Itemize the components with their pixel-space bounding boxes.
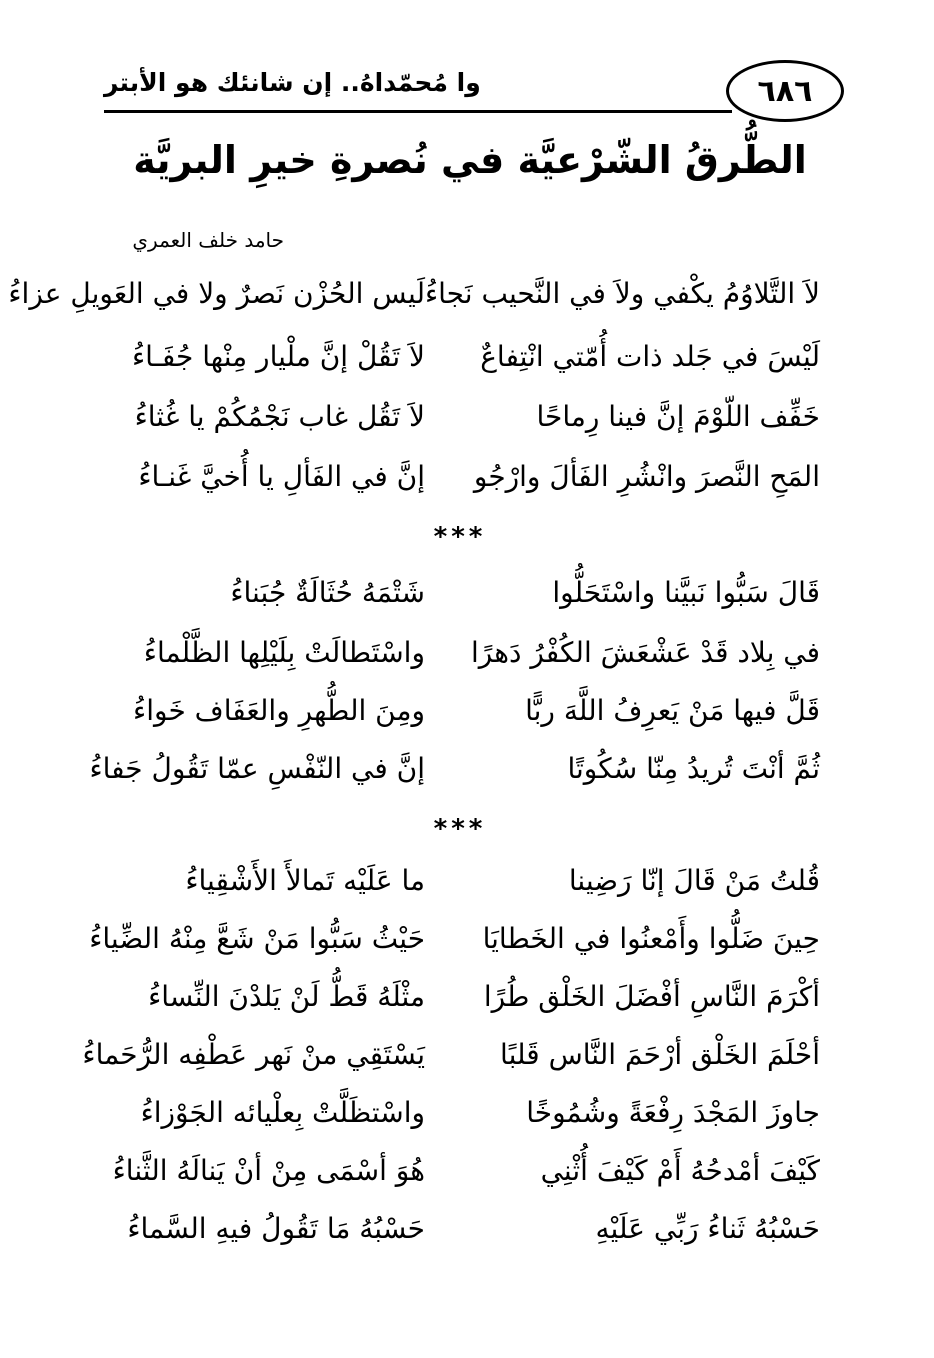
verse-line bbox=[80, 1096, 850, 1146]
verse-second-hemistich: هُوَ أسْمَى مِنْ أنْ يَنالَهُ الثَّناءُ bbox=[112, 1154, 425, 1187]
verse-line bbox=[80, 922, 850, 972]
verse-first-hemistich: قَالَ سَبُّوا نَبيَّنا واسْتَحَلُّوا bbox=[552, 576, 820, 609]
verse-first-hemistich: المَحِ النَّصرَ وانْشُرِ الفَألَ وارْجُو bbox=[473, 460, 820, 493]
verse-line bbox=[80, 1038, 850, 1088]
verse-first-hemistich: حِينَ ضَلُّوا وأَمْعنُوا في الخَطايَا bbox=[482, 922, 820, 955]
verse-line bbox=[80, 1212, 850, 1262]
verse-second-hemistich: لاَ تَقُلْ إنَّ ملْيار مِنْها جُفَـاءُ bbox=[131, 340, 425, 373]
verse-line bbox=[80, 400, 850, 450]
verse-first-hemistich: أحْلَمَ الخَلْق أرْحَمَ النَّاس قَلبًا bbox=[500, 1038, 820, 1071]
page-header bbox=[104, 52, 844, 124]
verse-second-hemistich: حَسْبُهُ مَا تَقُولُ فيهِ السَّماءُ bbox=[127, 1212, 425, 1245]
verse-second-hemistich: لَيس الحُزْن نَصرٌ ولا في العَويلِ عزاءُ bbox=[8, 277, 425, 310]
stanza-separator: *** bbox=[433, 814, 487, 844]
verse-first-hemistich: ثُمَّ أنْتَ تُريدُ مِنّا سُكُوتًا bbox=[567, 752, 820, 785]
verse-line bbox=[80, 636, 850, 686]
verse-line bbox=[80, 576, 850, 626]
verse-first-hemistich: لَيْسَ في جَلد ذات أُمّتي انْتِفاعٌ bbox=[480, 340, 820, 373]
verse-first-hemistich: أكْرَمَ النَّاسِ أفْضَلَ الخَلْق طُرًا bbox=[483, 980, 820, 1013]
verse-first-hemistich: قَلَّ فيها مَنْ يَعرِفُ اللَّهَ ربًّا bbox=[525, 694, 820, 727]
verse-line bbox=[80, 340, 850, 390]
verse-first-hemistich: خَفِّف اللّوْمَ إنَّ فينا رِماحًا bbox=[536, 400, 820, 433]
stanza-separator: *** bbox=[433, 522, 487, 552]
verse-line bbox=[80, 864, 850, 914]
verse-line bbox=[80, 1154, 850, 1204]
verse-second-hemistich: إنَّ في الفَألِ يا أُخيَّ غَنـاءُ bbox=[138, 460, 425, 493]
verse-line bbox=[80, 752, 850, 802]
verse-first-hemistich: لاَ التَّلاوُمُ يكْفي ولاَ في النَّحيب نَجاءُ bbox=[424, 277, 820, 310]
verse-second-hemistich: شَتْمَهُ حُثَالَةٌ جُبَناءُ bbox=[230, 576, 425, 609]
verse-line bbox=[80, 980, 850, 1030]
verse-second-hemistich: ما عَلَيْه تَمالأَ الأَشْقِياءُ bbox=[185, 864, 425, 897]
header-rule bbox=[104, 110, 732, 113]
verse-first-hemistich: جاوزَ المَجْدَ رِفْعَةً وشُمُوخًا bbox=[526, 1096, 820, 1129]
verse-line bbox=[80, 460, 850, 510]
verse-line bbox=[80, 694, 850, 744]
poem-author: حامد خلف العمري bbox=[132, 228, 284, 252]
verse-first-hemistich: قُلتُ مَنْ قَالَ إنّا رَضِينا bbox=[568, 864, 820, 897]
verse-second-hemistich: واسْتَطالَتْ بِلَيْلِها الظَّلْماءُ bbox=[143, 636, 425, 669]
poem-title: الطُّرقُ الشّرْعيَّة في نُصرةِ خيرِ البريَّة bbox=[133, 138, 807, 182]
verse-second-hemistich: مثْلَهُ قَطُّ لَنْ يَلدْنَ النِّساءُ bbox=[148, 980, 425, 1013]
verse-second-hemistich: حَيْثُ سَبُّوا مَنْ شَعَّ مِنْهُ الضِّياءُ bbox=[89, 922, 425, 955]
verse-second-hemistich: لاَ تَقُل غاب نَجْمُكُمْ يا غُثاءُ bbox=[134, 400, 425, 433]
verse-second-hemistich: إنَّ في النّفْسِ عمّا تَقُولُ جَفاءُ bbox=[89, 752, 425, 785]
verse-second-hemistich: ومِنَ الطُّهرِ والعَفَاف خَواءُ bbox=[133, 694, 425, 727]
verse-first-hemistich: كَيْفَ أمْدحُهُ أَمْ كَيْفَ أُثْنِي bbox=[540, 1154, 820, 1187]
verse-second-hemistich: يَسْتَقِي منْ نَهر عَطْفِه الرُّحَماءُ bbox=[82, 1038, 425, 1071]
running-head: وا مُحمّداهُ.. إن شانئك هو الأبتر bbox=[104, 68, 481, 97]
verse-first-hemistich: حَسْبُهُ ثَناءُ رَبِّي عَلَيْهِ bbox=[595, 1212, 820, 1245]
page-number: ٦٨٦ bbox=[726, 60, 844, 122]
verse-second-hemistich: واسْتظَلَّتْ بِعلْيائه الجَوْزاءُ bbox=[140, 1096, 425, 1129]
verse-first-hemistich: في بِلاد قَدْ عَشْعَشَ الكُفْرُ دَهرًا bbox=[470, 636, 820, 669]
verse-line bbox=[8, 277, 850, 327]
